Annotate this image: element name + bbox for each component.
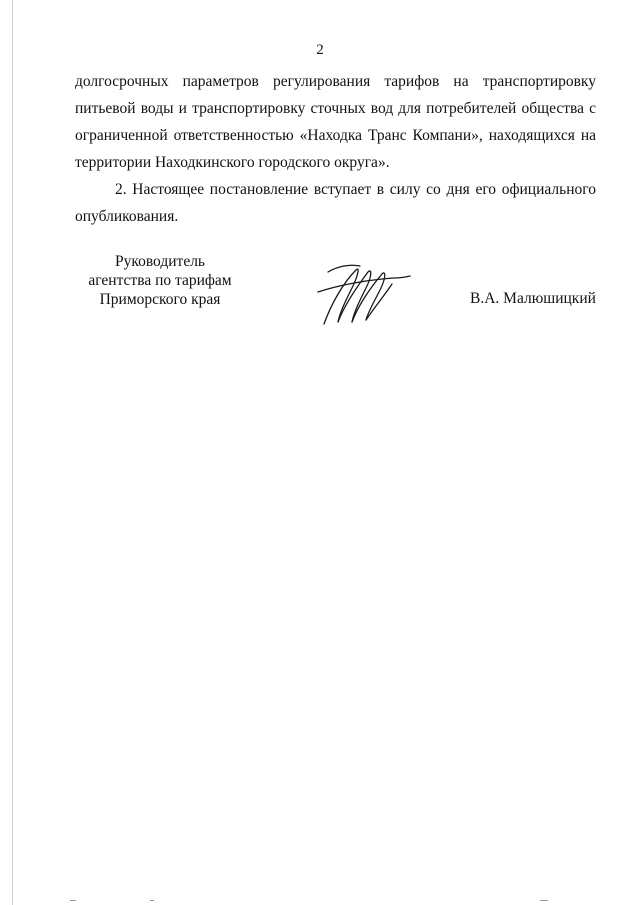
- signer-role-line: Руководитель: [114, 253, 206, 270]
- paragraph-continuation: долгосрочных параметров регулирования тарифов на транспортировку питьевой воды и транспортировку сточных вод для потребителей общества с ограниченной ответственностью «Находка Транс Компани», находящихся на территории Находкинского городского округа».: [75, 73, 596, 171]
- page-number: 2: [316, 42, 324, 58]
- signer-role-line: Приморского края: [99, 291, 221, 308]
- scan-artifact: [70, 900, 76, 901]
- signer-name: В.А. Малюшицкий: [470, 290, 596, 307]
- paragraph-effective-date: 2. Настоящее постановление вступает в силу со дня его официального опубликования.: [75, 181, 596, 225]
- signer-role-line: агентства по тарифам: [88, 272, 232, 289]
- scan-artifact: [540, 900, 548, 901]
- signer-role: [75, 252, 245, 309]
- scan-left-edge: [12, 0, 13, 905]
- scan-artifact: [150, 900, 154, 901]
- handwritten-signature: [314, 262, 414, 330]
- document-body: [75, 68, 596, 230]
